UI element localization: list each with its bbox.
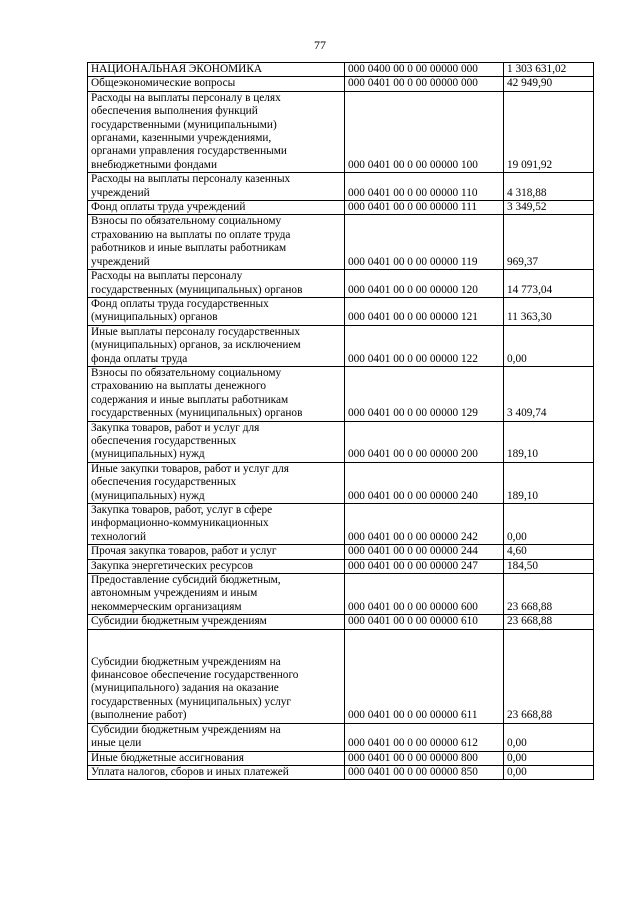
row-name-cell: Фонд оплаты труда учреждений xyxy=(88,201,345,215)
page-number: 77 xyxy=(314,38,326,52)
row-sum-cell: 0,00 xyxy=(504,751,594,765)
row-name-cell: Иные бюджетные ассигнования xyxy=(88,751,345,765)
table-row xyxy=(88,504,594,545)
row-name-cell: Закупка энергетических ресурсов xyxy=(88,559,345,573)
row-code-cell: 000 0401 00 0 00 00000 200 xyxy=(345,421,504,462)
row-sum-cell: 14 773,04 xyxy=(504,270,594,298)
row-sum-cell: 42 949,90 xyxy=(504,77,594,91)
table-row xyxy=(88,63,594,77)
row-sum-cell: 0,00 xyxy=(504,504,594,545)
budget-table xyxy=(87,62,594,780)
row-name-cell: Иные выплаты персоналу государственных (муниципальных) органов, за исключением фонда оплаты труда xyxy=(88,325,345,366)
table-row xyxy=(88,366,594,421)
row-code-cell: 000 0401 00 0 00 00000 122 xyxy=(345,325,504,366)
row-code-cell: 000 0401 00 0 00 00000 121 xyxy=(345,297,504,325)
table-row xyxy=(88,270,594,298)
row-sum-cell: 184,50 xyxy=(504,559,594,573)
row-name-cell: Закупка товаров, работ и услуг для обеспечения государственных (муниципальных) нужд xyxy=(88,421,345,462)
row-code-cell: 000 0401 00 0 00 00000 119 xyxy=(345,215,504,270)
row-code-cell: 000 0401 00 0 00 00000 000 xyxy=(345,77,504,91)
row-sum-cell: 19 091,92 xyxy=(504,91,594,172)
table-row xyxy=(88,559,594,573)
row-code-cell: 000 0401 00 0 00 00000 247 xyxy=(345,559,504,573)
row-name-cell: НАЦИОНАЛЬНАЯ ЭКОНОМИКА xyxy=(88,63,345,77)
row-name-cell: Расходы на выплаты персоналу государственных (муниципальных) органов xyxy=(88,270,345,298)
table-row xyxy=(88,201,594,215)
row-name-cell: Прочая закупка товаров, работ и услуг xyxy=(88,545,345,559)
table-row xyxy=(88,297,594,325)
table-row xyxy=(88,765,594,779)
row-code-cell: 000 0401 00 0 00 00000 610 xyxy=(345,615,504,629)
row-code-cell: 000 0401 00 0 00 00000 110 xyxy=(345,173,504,201)
row-sum-cell: 0,00 xyxy=(504,765,594,779)
row-sum-cell: 0,00 xyxy=(504,723,594,751)
row-code-cell: 000 0401 00 0 00 00000 100 xyxy=(345,91,504,172)
row-code-cell: 000 0401 00 0 00 00000 244 xyxy=(345,545,504,559)
table-row xyxy=(88,91,594,172)
row-name-cell: Уплата налогов, сборов и иных платежей xyxy=(88,765,345,779)
table-row xyxy=(88,421,594,462)
budget-table-body xyxy=(88,63,594,780)
table-row xyxy=(88,325,594,366)
row-name-cell: Иные закупки товаров, работ и услуг для обеспечения государственных (муниципальных) нужд xyxy=(88,462,345,503)
row-sum-cell: 23 668,88 xyxy=(504,615,594,629)
row-sum-cell: 189,10 xyxy=(504,421,594,462)
table-row xyxy=(88,545,594,559)
row-sum-cell: 4 318,88 xyxy=(504,173,594,201)
table-row xyxy=(88,615,594,629)
table-row xyxy=(88,462,594,503)
row-code-cell: 000 0401 00 0 00 00000 611 xyxy=(345,629,504,723)
row-sum-cell: 23 668,88 xyxy=(504,629,594,723)
row-code-cell: 000 0401 00 0 00 00000 242 xyxy=(345,504,504,545)
row-code-cell: 000 0401 00 0 00 00000 120 xyxy=(345,270,504,298)
table-row xyxy=(88,723,594,751)
row-sum-cell: 1 303 631,02 xyxy=(504,63,594,77)
row-name-cell: Взносы по обязательному социальному страхованию на выплаты по оплате труда работников и иные выплаты работникам учреждений xyxy=(88,215,345,270)
row-sum-cell: 3 349,52 xyxy=(504,201,594,215)
row-code-cell: 000 0401 00 0 00 00000 600 xyxy=(345,574,504,615)
row-name-cell: Субсидии бюджетным учреждениям xyxy=(88,615,345,629)
row-sum-cell: 0,00 xyxy=(504,325,594,366)
row-name-cell: Общеэкономические вопросы xyxy=(88,77,345,91)
row-sum-cell: 189,10 xyxy=(504,462,594,503)
row-sum-cell: 969,37 xyxy=(504,215,594,270)
row-name-cell: Субсидии бюджетным учреждениям на иные цели xyxy=(88,723,345,751)
row-sum-cell: 3 409,74 xyxy=(504,366,594,421)
row-name-cell: Закупка товаров, работ, услуг в сфере информационно-коммуникационных технологий xyxy=(88,504,345,545)
table-row xyxy=(88,77,594,91)
row-code-cell: 000 0401 00 0 00 00000 111 xyxy=(345,201,504,215)
row-sum-cell: 11 363,30 xyxy=(504,297,594,325)
row-code-cell: 000 0400 00 0 00 00000 000 xyxy=(345,63,504,77)
row-sum-cell: 4,60 xyxy=(504,545,594,559)
table-row xyxy=(88,751,594,765)
row-sum-cell: 23 668,88 xyxy=(504,574,594,615)
row-name-cell: Предоставление субсидий бюджетным, автономным учреждениям и иным некоммерческим организациям xyxy=(88,574,345,615)
row-name-cell: Расходы на выплаты персоналу казенных учреждений xyxy=(88,173,345,201)
row-name-cell: Взносы по обязательному социальному страхованию на выплаты денежного содержания и иные выплаты работникам государственных (муниципальных) органов xyxy=(88,366,345,421)
row-code-cell: 000 0401 00 0 00 00000 129 xyxy=(345,366,504,421)
row-code-cell: 000 0401 00 0 00 00000 850 xyxy=(345,765,504,779)
row-name-cell: Фонд оплаты труда государственных (муниципальных) органов xyxy=(88,297,345,325)
row-code-cell: 000 0401 00 0 00 00000 612 xyxy=(345,723,504,751)
table-row xyxy=(88,629,594,723)
row-code-cell: 000 0401 00 0 00 00000 240 xyxy=(345,462,504,503)
table-row xyxy=(88,215,594,270)
row-name-cell: Субсидии бюджетным учреждениям на финансовое обеспечение государственного (муниципального) задания на оказание государственных (муниципальных) услуг (выполнение работ) xyxy=(88,629,345,723)
table-row xyxy=(88,173,594,201)
row-name-cell: Расходы на выплаты персоналу в целях обеспечения выполнения функций государственными (муниципальными) органами, казенными учреждениями, органами управления государственными внебюджетными фондами xyxy=(88,91,345,172)
row-code-cell: 000 0401 00 0 00 00000 800 xyxy=(345,751,504,765)
table-row xyxy=(88,574,594,615)
